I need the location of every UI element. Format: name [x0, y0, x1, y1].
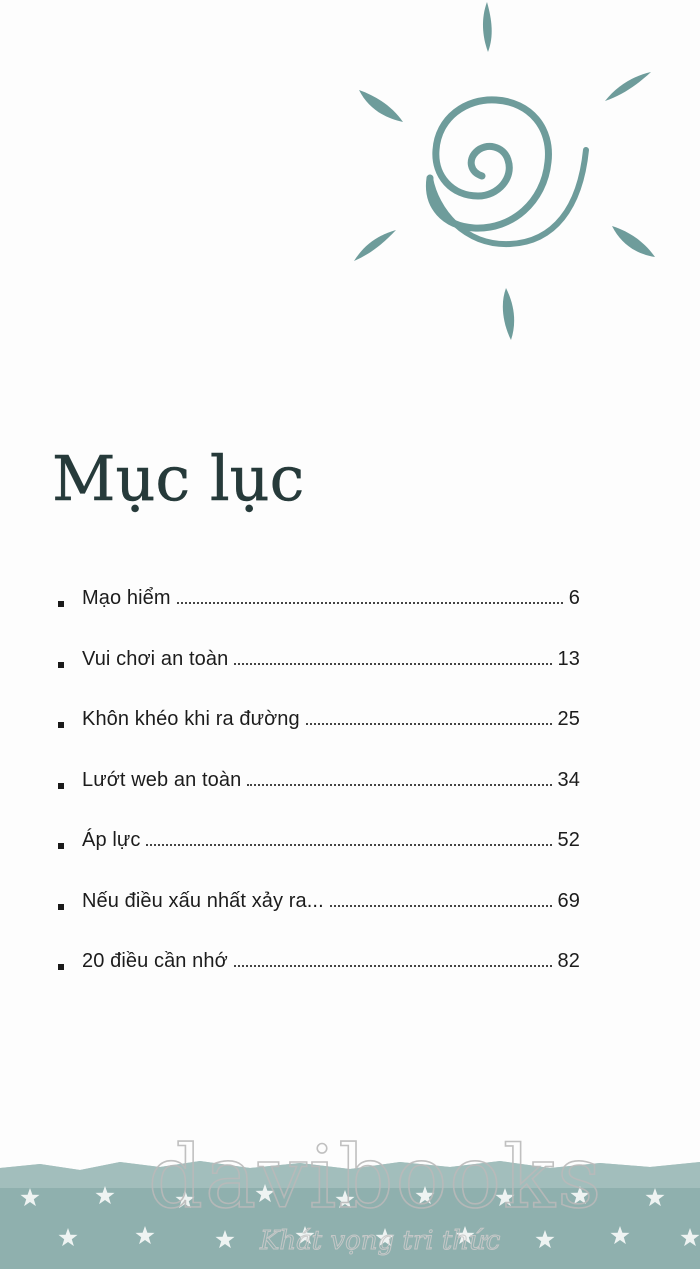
toc-entry-title: 20 điều cần nhớ [82, 950, 228, 972]
bullet-icon [58, 964, 64, 970]
toc-entry-page: 34 [557, 768, 580, 791]
watermark-tagline: Khát vọng tri thức [260, 1226, 501, 1256]
toc-item-3[interactable] [58, 707, 580, 768]
bullet-icon [58, 722, 64, 728]
bullet-icon [58, 601, 64, 607]
toc-item-5[interactable] [58, 828, 580, 889]
bullet-icon [58, 904, 64, 910]
toc-entry-page: 82 [557, 950, 580, 972]
toc-entry-page: 13 [557, 647, 580, 670]
dot-leader [177, 601, 563, 604]
dot-leader [234, 964, 552, 967]
toc-entry-title: Áp lực [82, 829, 141, 851]
toc-entry-page: 69 [557, 889, 580, 912]
toc-list [58, 586, 580, 1010]
toc-entry-page: 6 [568, 587, 580, 609]
dot-leader [234, 662, 551, 665]
toc-entry-title: Lướt web an toàn [82, 768, 242, 791]
toc-item-7[interactable] [58, 949, 580, 1010]
toc-entry-title: Vui chơi an toàn [82, 647, 229, 670]
toc-item-2[interactable] [58, 647, 580, 708]
dot-leader [306, 722, 552, 725]
toc-item-1[interactable] [58, 586, 580, 647]
toc-entry-title: Khôn khéo khi ra đường [82, 708, 300, 730]
watermark [148, 1128, 604, 1260]
toc-item-4[interactable] [58, 768, 580, 829]
toc-entry-title: Nếu điều xấu nhất xảy ra... [82, 889, 324, 912]
dot-leader [146, 843, 551, 846]
watermark-brand: davibooks [148, 1128, 604, 1228]
page-title [52, 428, 372, 528]
toc-entry-title: Mạo hiểm [82, 587, 171, 609]
toc-entry-page: 52 [557, 829, 580, 851]
toc-item-6[interactable] [58, 889, 580, 950]
bullet-icon [58, 662, 64, 668]
spiral-sun-icon [340, 0, 680, 350]
page-title-text: Mục lục [52, 442, 305, 515]
dot-leader [330, 904, 552, 907]
toc-entry-page: 25 [557, 708, 580, 730]
bullet-icon [58, 783, 64, 789]
dot-leader [247, 783, 551, 786]
bullet-icon [58, 843, 64, 849]
